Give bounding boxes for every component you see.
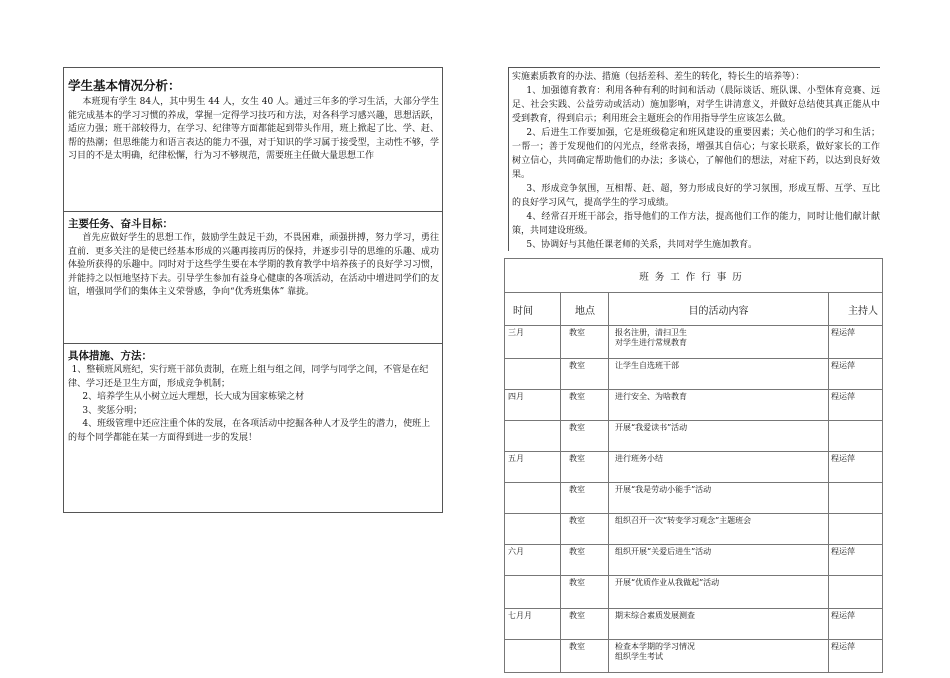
header-host: 主持人	[829, 293, 883, 326]
schedule-body	[505, 326, 883, 673]
row-activity	[609, 640, 829, 673]
row-host: 程运萍	[829, 545, 883, 576]
schedule-caption: 班务工作行事历	[505, 259, 883, 293]
measure-item: 2、培养学生从小树立远大理想，长大成为国家栋梁之材	[82, 392, 305, 403]
activity-line: 进行班务小结	[615, 454, 663, 463]
row-place: 教室	[561, 390, 609, 421]
row-activity	[609, 390, 829, 421]
measure-paragraph: 2、后进生工作要加强，它是班级稳定和班风建设的重要因素；关心他们的学习和生活；一帮一；善于发现他们的闪光点，经常表扬，增强其自信心；与家长联系，做好家长的工作树立信心，共同确定帮助他们的办法；多谈心，了解他们的想法，对症下药，以达到良好效果。	[512, 128, 880, 180]
row-month: 四月	[505, 390, 561, 421]
row-month	[505, 514, 561, 545]
row-month: 三月	[505, 326, 561, 359]
row-host: 程运萍	[829, 609, 883, 640]
row-host: 程运萍	[829, 390, 883, 421]
row-place: 教室	[561, 452, 609, 483]
row-activity	[609, 359, 829, 390]
row-activity	[609, 326, 829, 359]
measure-paragraph: 4、经常召开班干部会，指导他们的工作方法，提高他们工作的能力，同时让他们献计献策，共同建设班级。	[512, 212, 880, 236]
goals-title: 主要任务、奋斗目标：	[68, 218, 173, 230]
schedule-row	[505, 390, 883, 421]
row-activity	[609, 421, 829, 452]
row-month: 五月	[505, 452, 561, 483]
row-host	[829, 576, 883, 609]
row-place: 教室	[561, 576, 609, 609]
row-activity	[609, 514, 829, 545]
row-host	[829, 483, 883, 514]
row-activity	[609, 545, 829, 576]
schedule-row	[505, 326, 883, 359]
activity-line: 让学生自选班干部	[615, 361, 679, 370]
row-month	[505, 421, 561, 452]
row-month	[505, 483, 561, 514]
row-month	[505, 576, 561, 609]
row-place: 教室	[561, 326, 609, 359]
header-time: 时间	[505, 293, 561, 326]
quality-education-heading: 实施素质教育的办法、措施（包括差科、差生的转化，特长生的培养等）：	[512, 72, 805, 82]
header-activity: 目的活动内容	[609, 293, 829, 326]
schedule-row	[505, 452, 883, 483]
schedule-row	[505, 514, 883, 545]
measure-item: 3、奖惩分明；	[82, 405, 143, 416]
measure-paragraph: 5、协调好与其他任课老师的关系，共同对学生施加教育。	[526, 240, 758, 250]
schedule-row	[505, 640, 883, 673]
activity-line: 开展“我是劳动小能手”活动	[615, 485, 712, 494]
row-place: 教室	[561, 545, 609, 576]
row-activity	[609, 609, 829, 640]
row-place: 教室	[561, 514, 609, 545]
row-host: 程运萍	[829, 326, 883, 359]
activity-line: 开展“优质作业从我做起”活动	[615, 578, 720, 587]
measure-item: 1、整顿班风班纪，实行班干部负责制，在班上组与组之间，同学与同学之间，不管是在纪律、学习还是卫生方面，形成竞争机制；	[68, 365, 429, 389]
schedule-table-wrapper	[504, 258, 882, 678]
activity-line: 报名注册，清扫卫生	[615, 328, 687, 337]
measures-section	[64, 344, 442, 512]
row-place: 教室	[561, 640, 609, 673]
row-host	[829, 514, 883, 545]
row-place: 教室	[561, 609, 609, 640]
activity-line: 期末综合素质发展测查	[615, 611, 695, 620]
quality-education-section	[508, 67, 880, 251]
row-host: 程运萍	[829, 640, 883, 673]
basic-analysis-section	[64, 68, 442, 212]
activity-line: 开展“我爱读书”活动	[615, 423, 688, 432]
schedule-row	[505, 359, 883, 390]
activity-line: 组织开展“关爱后进生”活动	[615, 547, 712, 556]
row-activity	[609, 483, 829, 514]
row-place: 教室	[561, 421, 609, 452]
row-month	[505, 640, 561, 673]
row-host	[829, 421, 883, 452]
schedule-row	[505, 421, 883, 452]
row-place: 教室	[561, 359, 609, 390]
row-activity	[609, 452, 829, 483]
row-host: 程运萍	[829, 452, 883, 483]
measure-paragraph: 3、形成竞争氛围，互相帮、赶、超，努力形成良好的学习氛围，形成互帮、互学、互比的良好学习风气，提高学生的学习成绩。	[512, 184, 880, 208]
row-month: 六月	[505, 545, 561, 576]
row-month	[505, 359, 561, 390]
schedule-header-row	[505, 293, 883, 326]
activity-line: 进行安全、为啥教育	[615, 392, 687, 401]
measure-item: 4、班级管理中还应注重个体的发展，在各项活动中挖掘各种人才及学生的潜力，使班上的每个同学都能在某一方面得到进一步的发展！	[68, 419, 431, 443]
activity-line: 组织学生考试	[615, 652, 663, 661]
row-activity	[609, 576, 829, 609]
header-place: 地点	[561, 293, 609, 326]
measures-list	[68, 364, 439, 446]
row-place: 教室	[561, 483, 609, 514]
schedule-row	[505, 483, 883, 514]
activity-line: 组织召开一次“转变学习观念”主题班会	[615, 516, 752, 525]
activity-line: 检查本学期的学习情况	[615, 642, 695, 651]
schedule-row	[505, 545, 883, 576]
row-host: 程运萍	[829, 359, 883, 390]
schedule-row	[505, 609, 883, 640]
basic-analysis-title: 学生基本情况分析：	[68, 78, 181, 93]
schedule-table	[504, 258, 883, 673]
left-panel	[63, 67, 443, 513]
measures-title: 具体措施、方法：	[68, 350, 152, 362]
goals-section	[64, 212, 442, 344]
activity-line: 对学生进行常规教育	[615, 338, 687, 347]
goals-text: 首先应做好学生的思想工作，鼓励学生鼓足干劲，不畏困难，顽强拼搏，努力学习，勇往直前．更多关注的是使已经基本形成的兴趣再接再厉的保持，并逐步引导的思维的乐趣、成功体验所获得的乐趣中。同时对于这些学生要在本学期的教育教学中培养孩子的良好学习习惯，并能持之以恒地坚持下去。引导学生参加有益身心健康的各项活动，在活动中增进同学们的友谊，增强同学们的集体主义荣誉感，争向“优秀班集体” 靠拢。	[68, 233, 439, 298]
schedule-row	[505, 576, 883, 609]
basic-analysis-text: 本班现有学生 84人，其中男生 44 人，女生 40 人。通过三年多的学习生活，大部分学生能完成基本的学习习惯的养成，掌握一定得学习技巧和方法，对各科学习感兴趣，思想活跃，适应力强；班干部较得力，在学习、纪律等方面都能起到带头作用，班上掀起了比、学、赶、帮的热潮；但思维能力和语言表达的能力不强，对于知识的学习属于接受型，主动性不够，学习目的不是太明确，纪律松懈，行为习不够规范，需要班主任做大量思想工作	[68, 97, 439, 162]
row-month: 七月月	[505, 609, 561, 640]
measure-paragraph: 1、加强德育教育：利用各种有利的时间和活动（晨际谈话、班队课、小型体育竞赛、远足、社会实践、公益劳动或活动）施加影响，对学生讲清意义，并做好总结使其真正能从中受到教育，得到启示；利用班会主题班会的作用指导学生应该怎么做。	[512, 86, 880, 124]
